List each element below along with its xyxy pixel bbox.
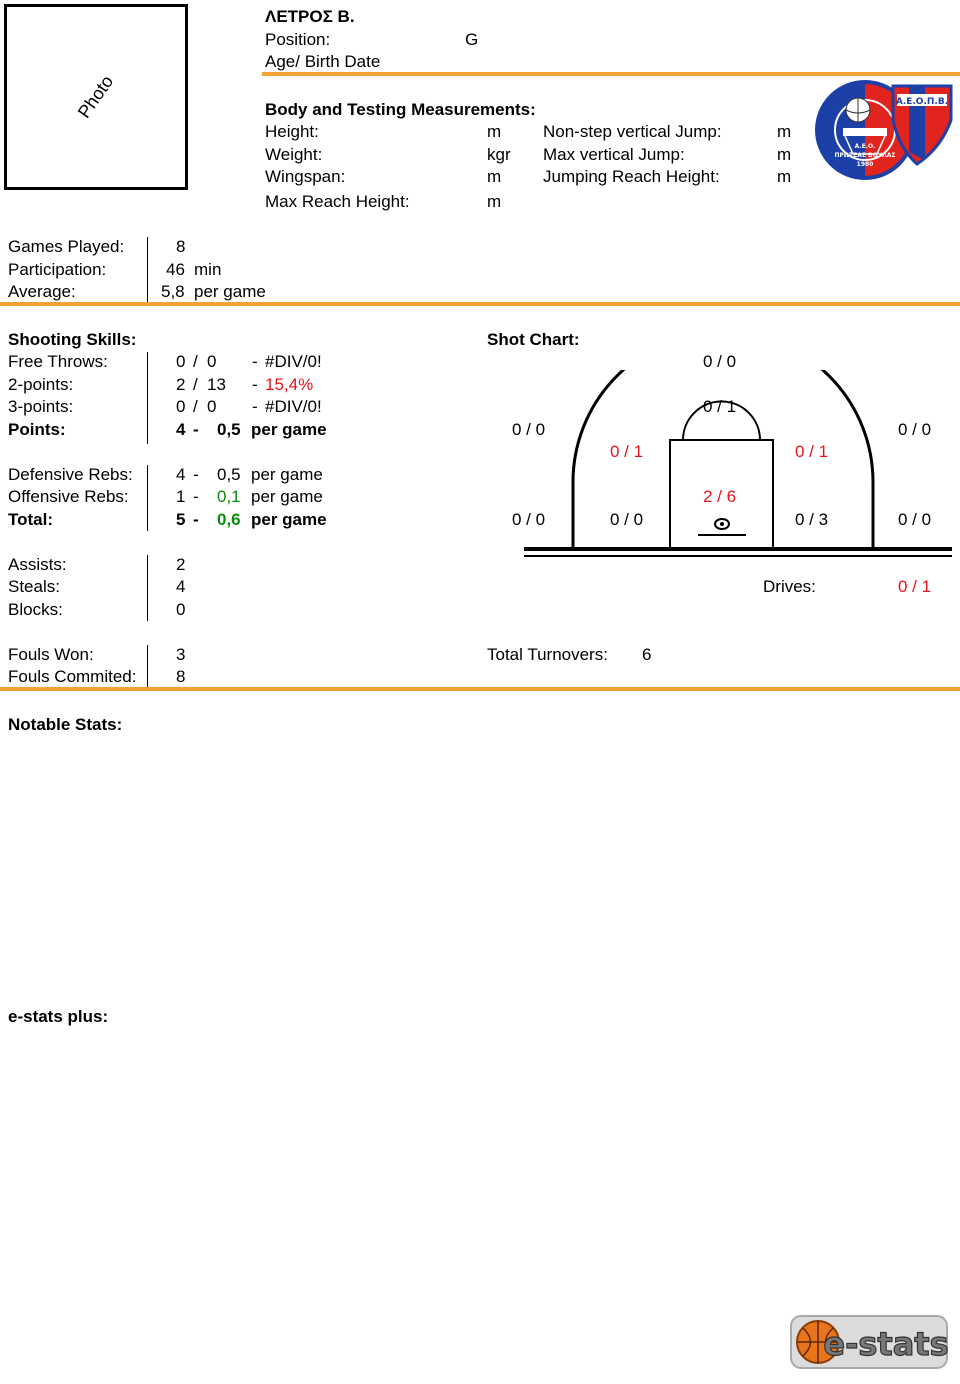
points-total: 4: [176, 420, 186, 439]
zone-left-elbow: 0 / 1: [610, 442, 644, 461]
three-dash: -: [252, 397, 258, 416]
three-label: 3-points:: [8, 397, 74, 416]
zone-top-three: 0 / 0: [703, 352, 737, 371]
two-sep: /: [193, 375, 198, 394]
shot-chart-title: Shot Chart:: [487, 330, 580, 349]
zone-paint: 2 / 6: [703, 487, 737, 506]
nonstep-label: Non-step vertical Jump:: [543, 122, 722, 141]
games-played-label: Games Played:: [8, 237, 125, 256]
games-divider-line: [147, 237, 148, 303]
off-rebs-avg: 0,1: [217, 487, 241, 506]
estats-logo-text: e-stats: [823, 1325, 949, 1363]
weight-label: Weight:: [265, 145, 323, 164]
three-pct: #DIV/0!: [265, 397, 322, 416]
fouls-com-value: 8: [176, 667, 186, 686]
court-diagram: [520, 370, 960, 560]
turnovers-label: Total Turnovers:: [487, 645, 608, 664]
two-pct: 15,4%: [265, 375, 314, 394]
participation-value: 46: [166, 260, 185, 279]
zone-left-corner-three: 0 / 0: [512, 510, 546, 529]
ft-pct: #DIV/0!: [265, 352, 322, 371]
participation-unit: min: [194, 260, 222, 279]
turnovers-value: 6: [642, 645, 652, 664]
def-rebs-total: 4: [176, 465, 186, 484]
points-label: Points:: [8, 420, 66, 439]
tot-rebs-dash: -: [193, 510, 199, 529]
tot-rebs-avg: 0,6: [217, 510, 241, 529]
height-label: Height:: [265, 122, 319, 141]
zone-left-wing-three: 0 / 0: [512, 420, 546, 439]
wingspan-label: Wingspan:: [265, 167, 346, 186]
logo-line3: 1980: [856, 161, 874, 168]
zone-right-corner-three: 0 / 0: [898, 510, 932, 529]
ft-sep: /: [193, 352, 198, 371]
ft-att: 0: [207, 352, 217, 371]
nonstep-unit: m: [777, 122, 792, 141]
zone-left-baseline: 0 / 0: [610, 510, 644, 529]
ft-dash: -: [252, 352, 258, 371]
zone-right-baseline: 0 / 3: [795, 510, 829, 529]
rebounds-divider-line: [147, 465, 148, 531]
shooting-divider-line: [147, 352, 148, 444]
two-att: 13: [207, 375, 226, 394]
points-unit: per game: [251, 420, 327, 439]
misc-divider-line: [147, 555, 148, 621]
fouls-won-label: Fouls Won:: [8, 645, 94, 664]
logo-line2: ΠΡΩΤΕΑΣ ΒΟΥΛΑΣ: [834, 152, 896, 159]
average-value: 5,8: [161, 282, 185, 301]
def-rebs-unit: per game: [251, 465, 323, 484]
three-att: 0: [207, 397, 217, 416]
points-avg: 0,5: [217, 420, 241, 439]
three-sep: /: [193, 397, 198, 416]
tot-rebs-unit: per game: [251, 510, 327, 529]
participation-label: Participation:: [8, 260, 107, 279]
age-label: Age/ Birth Date: [265, 52, 381, 71]
steals-label: Steals:: [8, 577, 60, 596]
logo-top-text: Α.Ε.Ο.Π.Β.: [895, 97, 949, 107]
photo-label: Photo: [73, 71, 118, 122]
player-name: ΛΕΤΡΟΣ Β.: [265, 7, 355, 26]
header-divider: [262, 72, 960, 76]
off-rebs-total: 1: [176, 487, 186, 506]
jumpreach-label: Jumping Reach Height:: [543, 167, 720, 186]
blocks-label: Blocks:: [8, 600, 63, 619]
off-rebs-label: Offensive Rebs:: [8, 487, 129, 506]
estats-logo: [788, 1312, 952, 1374]
height-unit: m: [487, 122, 502, 141]
ft-label: Free Throws:: [8, 352, 108, 371]
average-label: Average:: [8, 282, 76, 301]
two-label: 2-points:: [8, 375, 74, 394]
notable-stats-heading: Notable Stats:: [8, 715, 123, 734]
zone-right-wing-three: 0 / 0: [898, 420, 932, 439]
two-dash: -: [252, 375, 258, 394]
weight-unit: kgr: [487, 145, 511, 164]
ft-made: 0: [176, 352, 186, 371]
shooting-title: Shooting Skills:: [8, 330, 137, 349]
max-reach-unit: m: [487, 192, 502, 211]
average-unit: per game: [194, 282, 266, 301]
assists-label: Assists:: [8, 555, 67, 574]
position-value: G: [465, 30, 479, 49]
fouls-com-label: Fouls Commited:: [8, 667, 137, 686]
max-reach-label: Max Reach Height:: [265, 192, 410, 211]
fouls-divider-line: [147, 645, 148, 688]
def-rebs-dash: -: [193, 465, 199, 484]
tot-rebs-label: Total:: [8, 510, 54, 529]
logo-line1: Α.Ε.Ο.: [854, 143, 876, 150]
maxvert-label: Max vertical Jump:: [543, 145, 685, 164]
points-dash: -: [193, 420, 199, 439]
def-rebs-label: Defensive Rebs:: [8, 465, 133, 484]
zone-right-elbow: 0 / 1: [795, 442, 829, 461]
jumpreach-unit: m: [777, 167, 792, 186]
club-logo: [813, 78, 955, 182]
position-label: Position:: [265, 30, 331, 49]
three-made: 0: [176, 397, 186, 416]
maxvert-unit: m: [777, 145, 792, 164]
steals-value: 4: [176, 577, 186, 596]
drives-label: Drives:: [763, 577, 816, 596]
measurements-title: Body and Testing Measurements:: [265, 100, 536, 119]
wingspan-unit: m: [487, 167, 502, 186]
games-played-value: 8: [176, 237, 186, 256]
photo-placeholder: [4, 4, 188, 190]
blocks-value: 0: [176, 600, 186, 619]
estats-plus-heading: e-stats plus:: [8, 1007, 109, 1026]
assists-value: 2: [176, 555, 186, 574]
fouls-won-value: 3: [176, 645, 186, 664]
games-divider: [0, 302, 960, 306]
off-rebs-unit: per game: [251, 487, 323, 506]
drives-value: 0 / 1: [898, 577, 932, 596]
two-made: 2: [176, 375, 186, 394]
zone-top-key: 0 / 1: [703, 397, 737, 416]
off-rebs-dash: -: [193, 487, 199, 506]
tot-rebs-total: 5: [176, 510, 186, 529]
def-rebs-avg: 0,5: [217, 465, 241, 484]
fouls-divider: [0, 687, 960, 691]
